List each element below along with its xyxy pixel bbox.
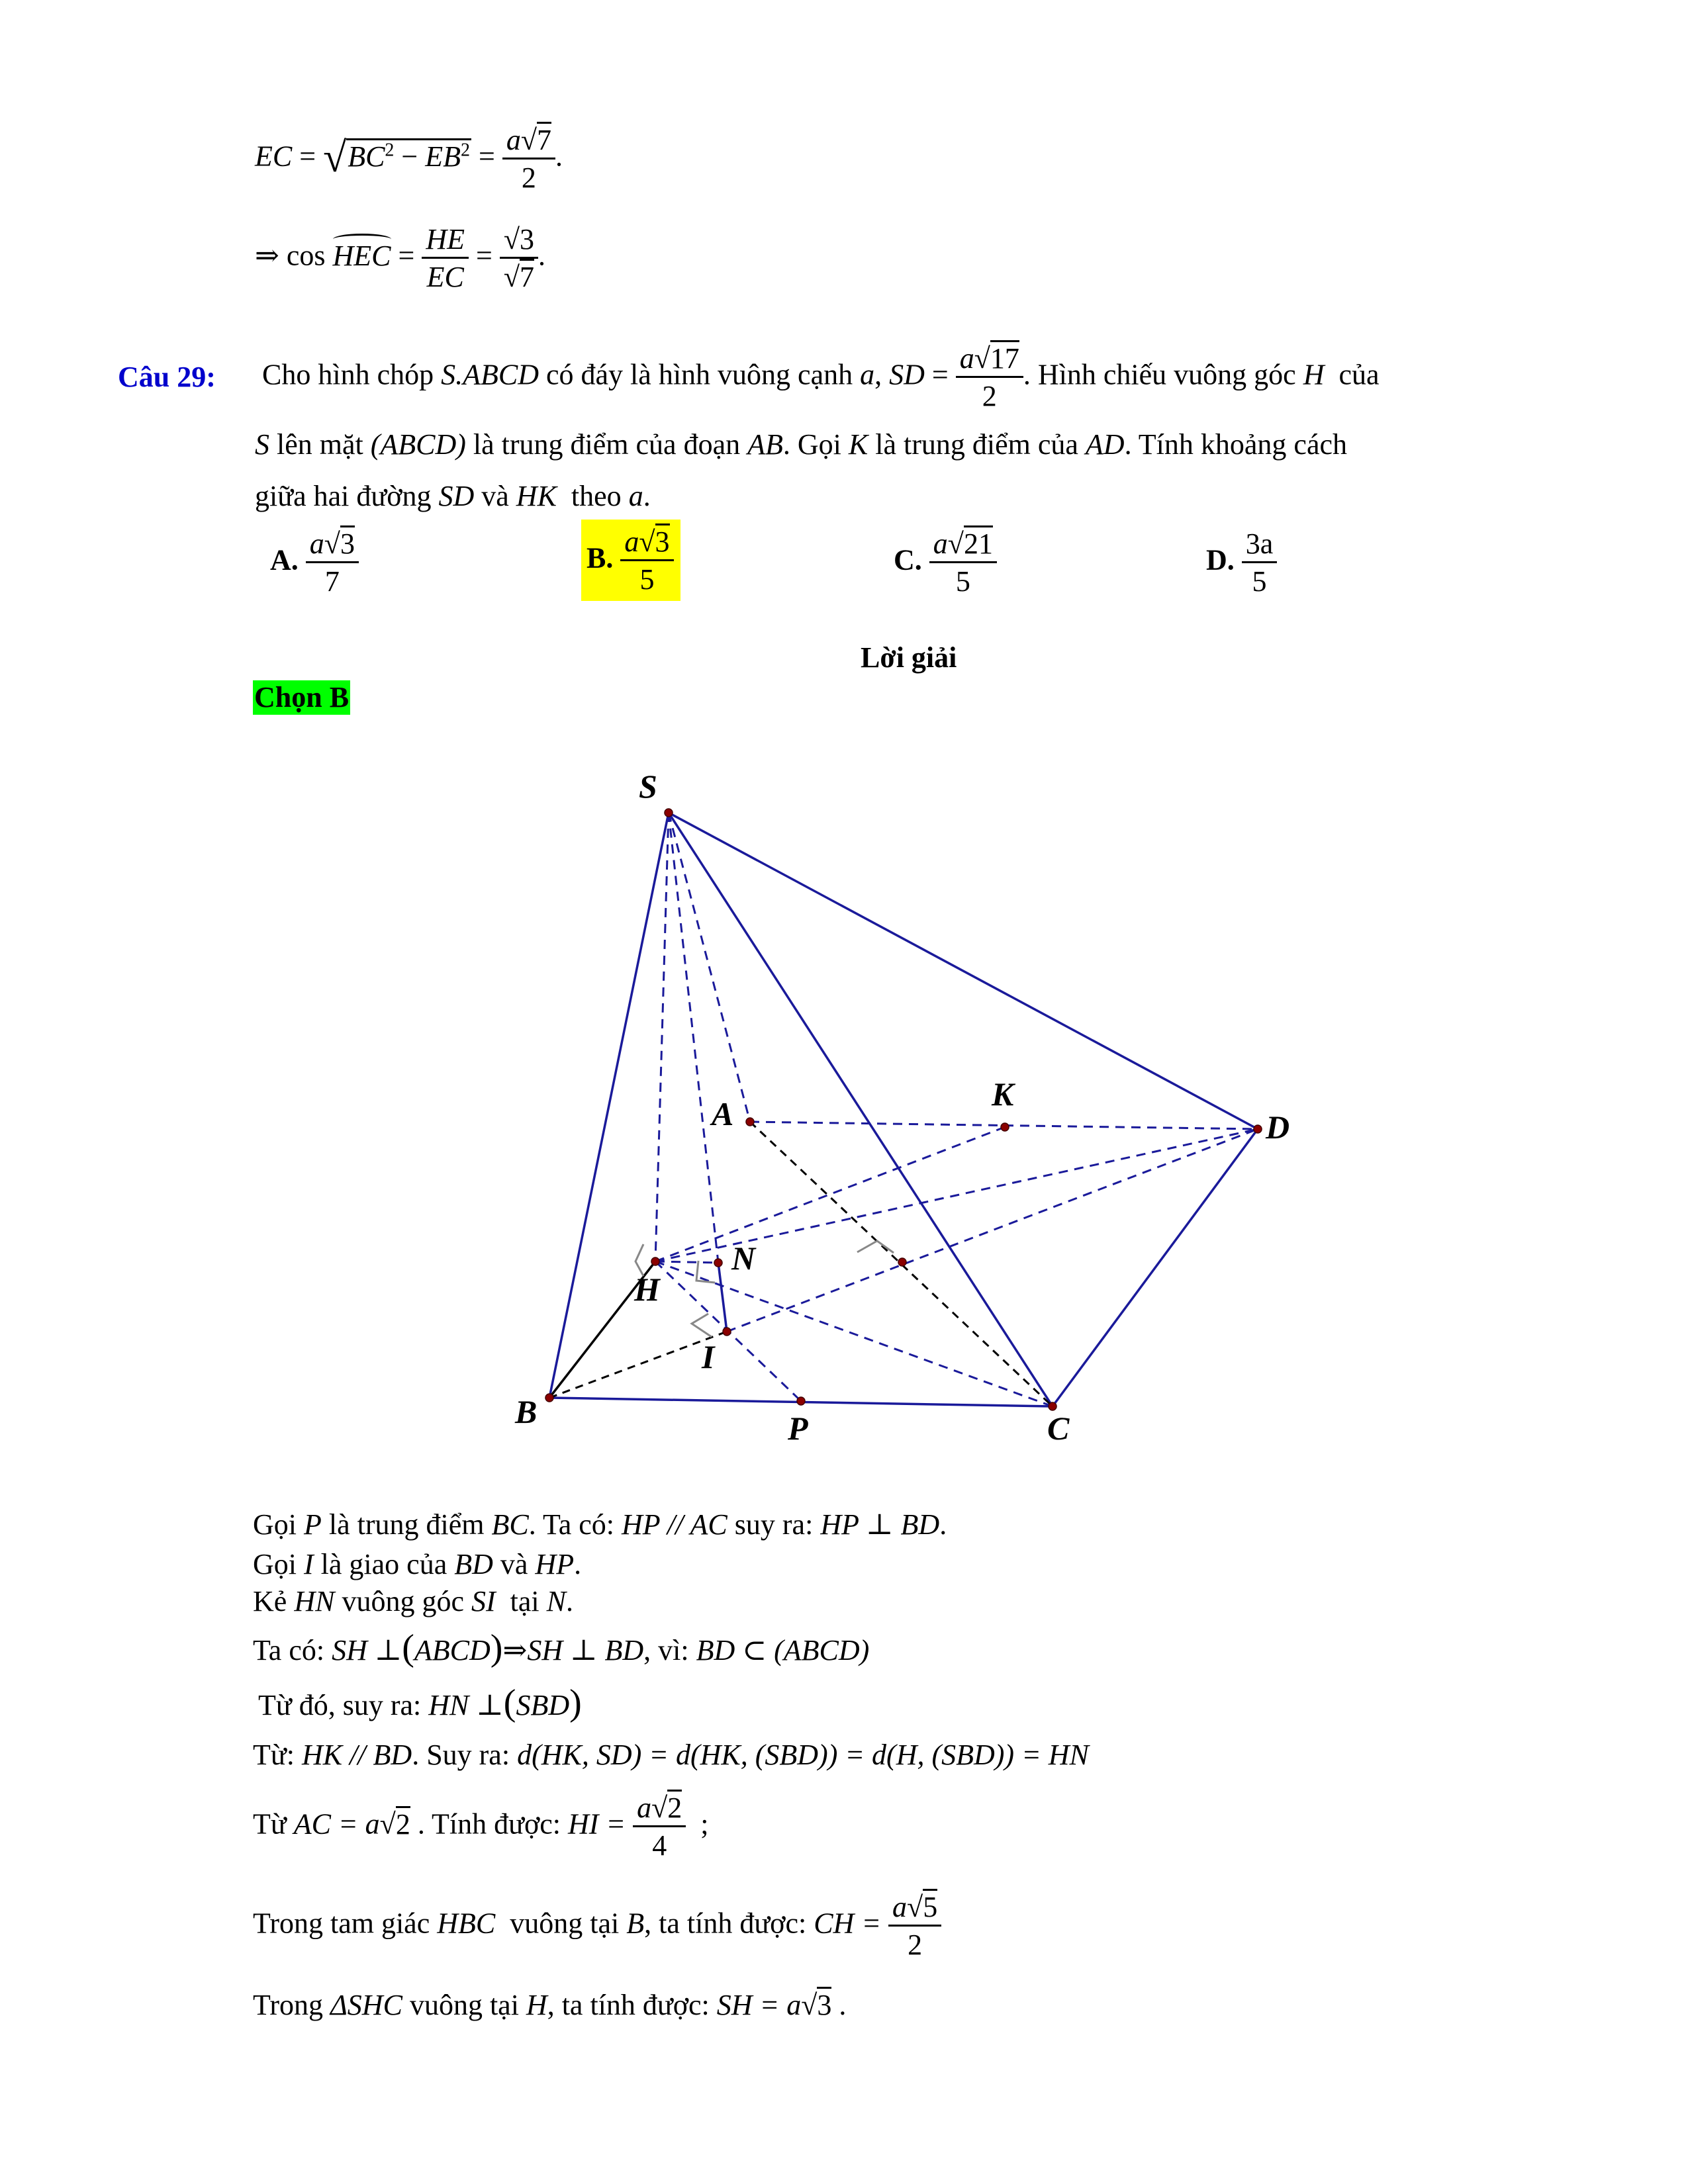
step-3: Kẻ HN vuông góc SI tại N.: [253, 1585, 573, 1617]
fraction: $\frac{√3}{√7}$: [500, 225, 538, 292]
label-b: B: [515, 1393, 538, 1430]
step-4: Ta có: SH ⊥(ABCD)⇒SH ⊥ BD, vì: BD ⊂ (ABCD): [253, 1627, 870, 1668]
right-angle-mark-o: [857, 1241, 894, 1253]
point-b: [545, 1394, 553, 1402]
point-s: [665, 809, 673, 817]
step-2: Gọi I là giao của BD và HP.: [253, 1548, 582, 1580]
label-p: P: [788, 1410, 808, 1447]
point-k: [1001, 1123, 1009, 1131]
label-n: N: [731, 1240, 756, 1277]
label-h: H: [634, 1271, 660, 1308]
sqrt-expression: $√BC^2 - EB^2$: [323, 133, 471, 181]
label-s: S: [639, 768, 657, 805]
point-i: [723, 1328, 731, 1336]
edge-sb: [549, 813, 669, 1398]
step-7: Từ AC = a√2 . Tính được: HI = $\frac{a√2}{4}$ ;: [253, 1794, 709, 1860]
question-line-3: giữa hai đường SD và HK theo a.: [255, 480, 651, 512]
edge-cd: [1053, 1129, 1258, 1406]
step-6: Từ: HK // BD. Suy ra: d(HK, SD) = d(HK, (SBD)) = d(H, (SBD)) = HN: [253, 1739, 1089, 1771]
answer-d[interactable]: D. $\frac{3a}{5}$: [1206, 529, 1277, 596]
fraction-sd: $\frac{a√17}{2}$: [956, 344, 1023, 411]
segment-hk: [655, 1127, 1005, 1261]
point-d: [1254, 1125, 1262, 1133]
fraction: $\frac{HE}{EC}$: [422, 225, 469, 292]
label-d: D: [1266, 1109, 1290, 1146]
edge-sa: [669, 813, 750, 1122]
label-k: K: [992, 1075, 1014, 1113]
solution-title: Lời giải: [861, 641, 957, 674]
equation-cos: ⇒ cos HEC = $\frac{HE}{EC}$ = $\frac{√3}{√7}$ .: [255, 223, 545, 293]
choice-label: Chọn B: [254, 681, 350, 713]
edge-sd: [669, 813, 1258, 1129]
segment-sh: [655, 813, 669, 1261]
question-label: Câu 29:: [118, 361, 216, 393]
label-a: A: [712, 1095, 734, 1132]
segment-sn: [669, 813, 718, 1263]
step-8: Trong tam giác HBC vuông tại B, ta tính được: CH = $\frac{a√5}{2}$: [253, 1893, 941, 1960]
angle-hec: HEC: [332, 239, 391, 272]
segment-hn: [655, 1261, 718, 1263]
answer-c[interactable]: C. $\frac{a√21}{5}$: [894, 529, 997, 596]
step-1: Gọi P là trung điểm BC. Ta có: HP // AC suy ra: HP ⊥ BD.: [253, 1508, 947, 1541]
equation-ec: EC = $√BC^2 - EB^2$ = $\frac{a√7}{2}$ .: [255, 126, 563, 193]
right-angle-mark-i: [692, 1314, 712, 1337]
answer-b[interactable]: B. $\frac{a√3}{5}$: [581, 520, 680, 601]
question-line-2: S lên mặt (ABCD) là trung điểm của đoạn AB. Gọi K là trung điểm của AD. Tính khoảng cách: [255, 428, 1348, 461]
point-p: [797, 1397, 805, 1405]
point-a: [746, 1118, 754, 1126]
segment-id: [727, 1129, 1258, 1332]
fraction: $\frac{a√7}{2}$: [502, 126, 555, 193]
segment-ni: [718, 1263, 727, 1332]
point-o: [898, 1258, 906, 1266]
step-5: Từ đó, suy ra: HN ⊥(SBD): [258, 1682, 582, 1723]
point-n: [714, 1259, 722, 1267]
label-c: C: [1047, 1410, 1070, 1447]
step-9: Trong ΔSHC vuông tại H, ta tính được: SH = a√3 .: [253, 1991, 846, 2020]
question-line-1: Cho hình chóp S.ABCD có đáy là hình vuông cạnh a, SD = $\frac{a√17}{2}$ . Hình chiếu vuông góc H của: [262, 344, 1380, 411]
answer-a[interactable]: A. $\frac{a√3}{7}$: [270, 529, 359, 596]
label-i: I: [702, 1338, 715, 1375]
point-h: [651, 1257, 659, 1265]
